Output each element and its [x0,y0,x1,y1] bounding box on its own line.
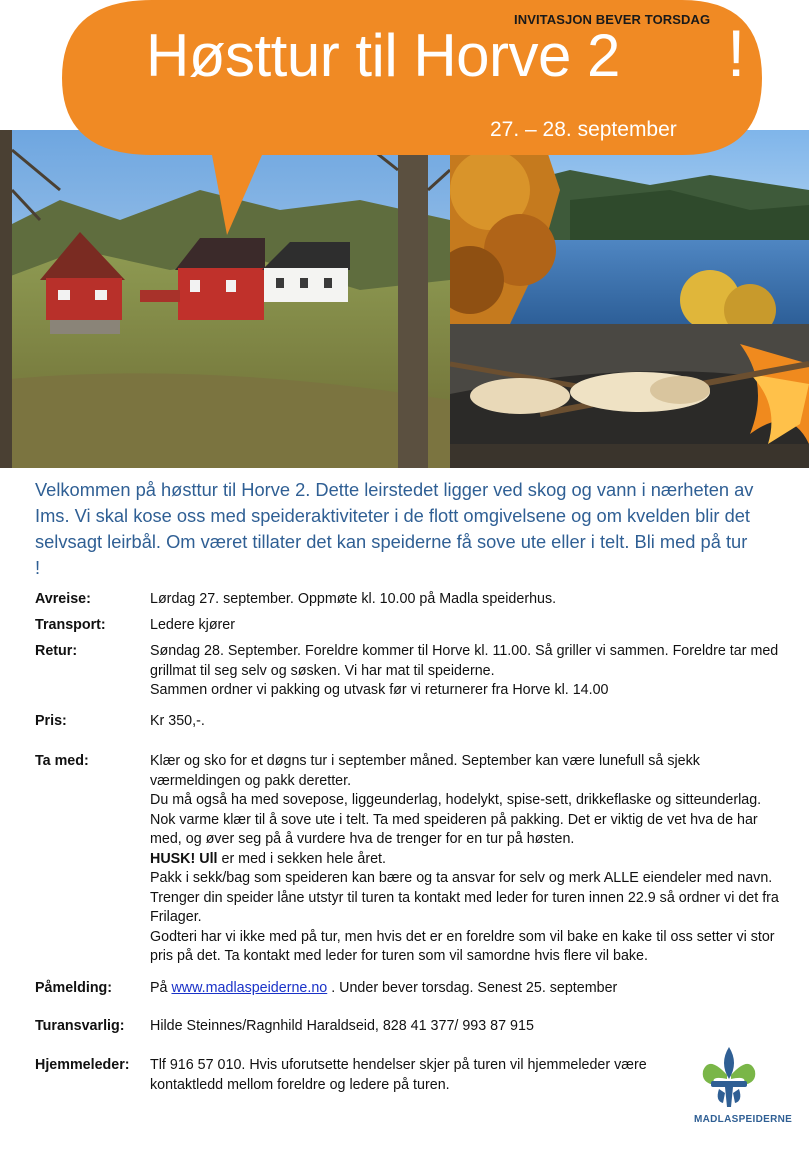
label-pamelding: Påmelding: [35,980,113,996]
value-pamelding [150,979,780,999]
value-retur [150,642,780,701]
label-transport: Transport: [35,617,106,633]
header-date: 27. – 28. september [490,118,677,141]
ta-med-paragraph-4: Pakk i sekk/bag som speideren kan bære og ta ansvar for selv og merk ALLE eiendeler med navn. Trenger din speider låne utstyr til turen ta kontakt med leder for turen innen 22.9 så ordner vi det fra Frilager. [150,870,779,925]
retur-line-2: Sammen ordner vi pakking og utvask før vi returnerer fra Horve kl. 14.00 [150,682,609,698]
title-exclamation: ! [727,16,746,90]
value-ta-med [150,752,780,967]
ta-med-paragraph-2: Du må også ha med sovepose, liggeunderlag, hodelykt, spise-sett, drikkeflaske og sitteunderlag. Nok varme klær til å sove ute i telt. Ta med speideren på pakking. Det er viktig de vet hva de har med, og øver seg på å vurdere hva de trenger for en tur på høsten. [150,792,762,847]
intro-paragraph: Velkommen på høsttur til Horve 2. Dette leirstedet ligger ved skog og vann i nærheten av Ims. Vi skal kose oss med speideraktiviteter i de flott omgivelsene og om kvelden blir det selvsagt leirbål. Om været tillater det kan speiderne få sove ute eller i telt. Bli med på tur ! [35,479,754,578]
signup-link[interactable]: www.madlaspeiderne.no [171,980,328,996]
label-pris: Pris: [35,713,67,729]
pamelding-suffix: . Under bever torsdag. Senest 25. september [327,980,618,996]
husk-highlight: HUSK! Ull [150,850,218,867]
header-eyebrow: INVITASJON BEVER TORSDAG [514,12,711,27]
value-turansvarlig: Hilde Steinnes/Ragnhild Haraldseid, 828 41 377/ 993 87 915 [150,1018,534,1034]
husk-rest: er med i sekken hele året. [217,850,386,867]
ta-med-paragraph-5: Godteri har vi ikke med på tur, men hvis det er en foreldre som vil bake en kake til oss setter vi stor pris på det. Ta kontakt med leder for turen som vil samordne hvis flere vil bake. [150,928,775,964]
logo-wordmark: MADLASPEIDERNE [694,1114,793,1125]
ta-med-husk [150,850,780,870]
label-hjemmeleder: Hjemmeleder: [35,1057,130,1073]
value-avreise: Lørdag 27. september. Oppmøte kl. 10.00 på Madla speiderhus. [150,591,557,607]
label-ta-med: Ta med: [35,753,89,769]
label-retur: Retur: [35,643,78,659]
pamelding-prefix: På [150,980,172,996]
value-hjemmeleder: Tlf 916 57 010. Hvis uforutsette hendelser skjer på turen vil hjemmeleder være kontaktledd mellom foreldre og ledere på turen. [150,1057,647,1093]
page-title: Høsttur til Horve 2 [146,22,620,89]
label-avreise: Avreise: [35,591,91,607]
photo-campfire [450,324,809,468]
madlaspeiderne-logo [694,1045,793,1135]
value-transport: Ledere kjører [150,617,236,633]
value-pris: Kr 350,-. [150,713,205,729]
retur-line-1: Søndag 28. September. Foreldre kommer til Horve kl. 11.00. Så griller vi sammen. Foreldre tar med grillmat til seg selv og søsken. Vi har mat til speiderne. [150,643,779,679]
ta-med-paragraph-1: Klær og sko for et døgns tur i september måned. September kan være lunefull så sjekk værmeldingen og pakk deretter. [150,753,700,789]
label-turansvarlig: Turansvarlig: [35,1018,125,1034]
fleur-de-lis-icon [699,1045,759,1109]
